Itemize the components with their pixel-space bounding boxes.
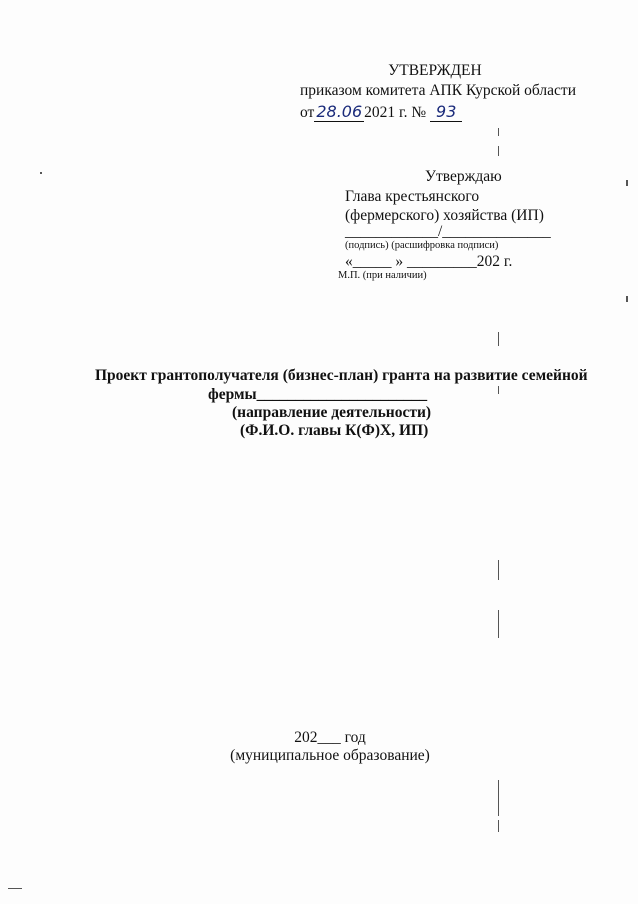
signature-caption: (подпись) (расшифровка подписи) xyxy=(345,240,499,251)
approval-number-handwritten: 93 xyxy=(430,102,462,122)
approval-date-line xyxy=(300,102,462,122)
signature-line: ____________/______________ xyxy=(345,223,551,240)
approval-from-prefix: от xyxy=(300,104,315,121)
scan-mark xyxy=(498,820,499,832)
approve-head-line2: (фермерского) хозяйства (ИП) xyxy=(345,207,544,224)
scan-mark xyxy=(8,888,22,889)
project-title-line2: фермы______________________ xyxy=(208,386,428,403)
scan-mark xyxy=(498,386,499,394)
scan-mark xyxy=(626,180,628,186)
scan-mark xyxy=(498,560,499,580)
scan-mark xyxy=(626,296,628,302)
project-head-name: (Ф.И.О. главы К(Ф)Х, ИП) xyxy=(240,422,429,439)
approval-date-handwritten: 28.06 xyxy=(316,102,363,121)
approve-title: Утверждаю xyxy=(425,168,502,185)
scan-mark xyxy=(498,332,499,346)
project-direction: (направление деятельности) xyxy=(232,404,432,421)
scan-mark xyxy=(40,172,42,174)
approval-year-text: 2021 г. № xyxy=(364,104,427,121)
footer-year: 202___ год xyxy=(294,729,366,746)
scan-mark xyxy=(498,146,499,156)
scan-mark xyxy=(498,780,499,816)
approve-head-line1: Глава крестьянского xyxy=(345,188,480,205)
scan-mark xyxy=(498,128,499,136)
stamp-note: М.П. (при наличии) xyxy=(338,270,427,281)
scan-mark xyxy=(498,610,499,638)
footer-municipality: (муниципальное образование) xyxy=(230,747,430,764)
project-title-line1: Проект грантополучателя (бизнес-план) гранта на развитие семейной xyxy=(95,367,588,384)
approval-order-line: приказом комитета АПК Курской области xyxy=(300,82,576,99)
approval-title: УТВЕРЖДЕН xyxy=(388,62,482,79)
approve-date-line: «_____ » _________202 г. xyxy=(345,253,513,270)
